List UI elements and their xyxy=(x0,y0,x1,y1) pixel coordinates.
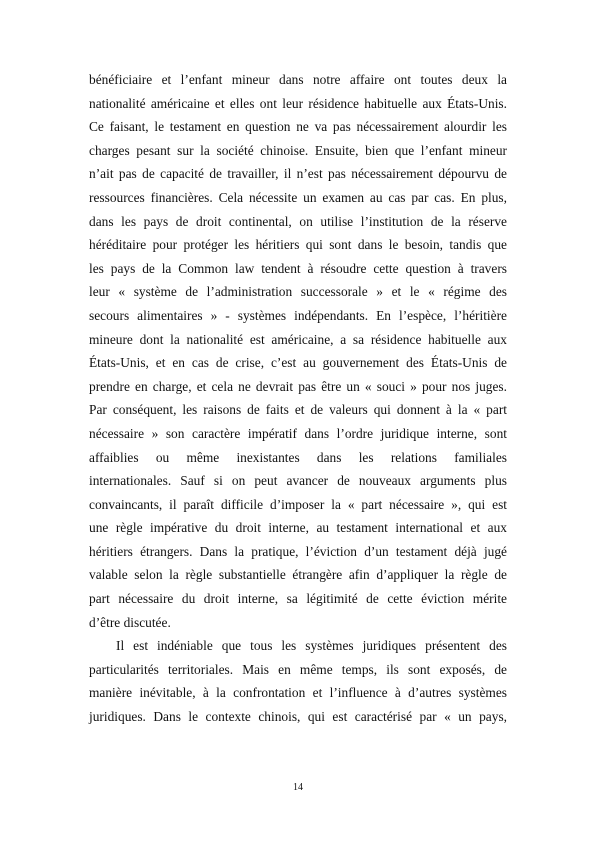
text-line: secours alimentaires » - systèmes indépendants. En l’espèce, l’héritière xyxy=(89,307,507,323)
text-line: convaincants, il paraît difficile d’imposer la « part nécessaire », qui est xyxy=(89,496,507,512)
text-line: nécessaire » son caractère impératif dans l’ordre juridique interne, sont xyxy=(89,425,507,441)
text-line: bénéficiaire et l’enfant mineur dans notre affaire ont toutes deux la xyxy=(89,72,507,87)
text-line: affaiblies ou même inexistantes dans les relations familiales xyxy=(89,449,507,465)
text-line: Par conséquent, les raisons de faits et de valeurs qui donnent à la « part xyxy=(89,402,507,418)
text-line: particularités territoriales. Mais en même temps, ils sont exposés, de xyxy=(89,661,507,677)
text-line: nationalité américaine et elles ont leur résidence habituelle aux États-Unis. xyxy=(89,95,507,111)
text-line: prendre en charge, et cela ne devrait pas être un « souci » pour nos juges. xyxy=(89,378,507,394)
text-line: dans les pays de droit continental, on utilise l’institution de la réserve xyxy=(89,213,507,229)
text-line: héréditaire pour protéger les héritiers qui sont dans le besoin, tandis que xyxy=(89,237,507,253)
text-line: mineure dont la nationalité est américaine, a sa résidence habituelle aux xyxy=(89,331,507,347)
text-line: valable selon la règle substantielle étrangère afin d’appliquer la règle de xyxy=(89,567,507,583)
text-line: charges pesant sur la société chinoise. Ensuite, bien que l’enfant mineur xyxy=(89,142,507,158)
text-line: héritiers étrangers. Dans la pratique, l’éviction d’un testament déjà jugé xyxy=(89,543,507,559)
text-line: États-Unis, et en cas de crise, c’est au gouvernement des États-Unis de xyxy=(89,355,507,371)
text-line: internationales. Sauf si on peut avancer de nouveaux arguments plus xyxy=(89,473,507,489)
text-line: ressources financières. Cela nécessite un examen au cas par cas. En plus, xyxy=(89,189,507,205)
text-line: une règle impérative du droit interne, au testament international et aux xyxy=(89,520,507,536)
paragraph xyxy=(89,634,507,728)
text-line: Il est indéniable que tous les systèmes juridiques présentent des xyxy=(116,638,507,654)
paragraph xyxy=(89,68,507,634)
body-text xyxy=(89,68,507,729)
text-line: leur « système de l’administration successorale » et le « régime des xyxy=(89,284,507,300)
page-number: 14 xyxy=(293,782,303,793)
text-line: manière inévitable, à la confrontation et l’influence à d’autres systèmes xyxy=(89,685,507,701)
text-line: n’ait pas de capacité de travailler, il n’est pas nécessairement dépourvu de xyxy=(89,166,507,182)
text-line: Ce faisant, le testament en question ne va pas nécessairement alourdir les xyxy=(89,119,507,135)
text-line: part nécessaire du droit interne, sa légitimité de cette éviction mérite xyxy=(89,591,507,607)
text-line: d’être discutée. xyxy=(89,614,171,630)
text-line: les pays de la Common law tendent à résoudre cette question à travers xyxy=(89,260,507,276)
text-line: juridiques. Dans le contexte chinois, qui est caractérisé par « un pays, xyxy=(89,709,507,725)
